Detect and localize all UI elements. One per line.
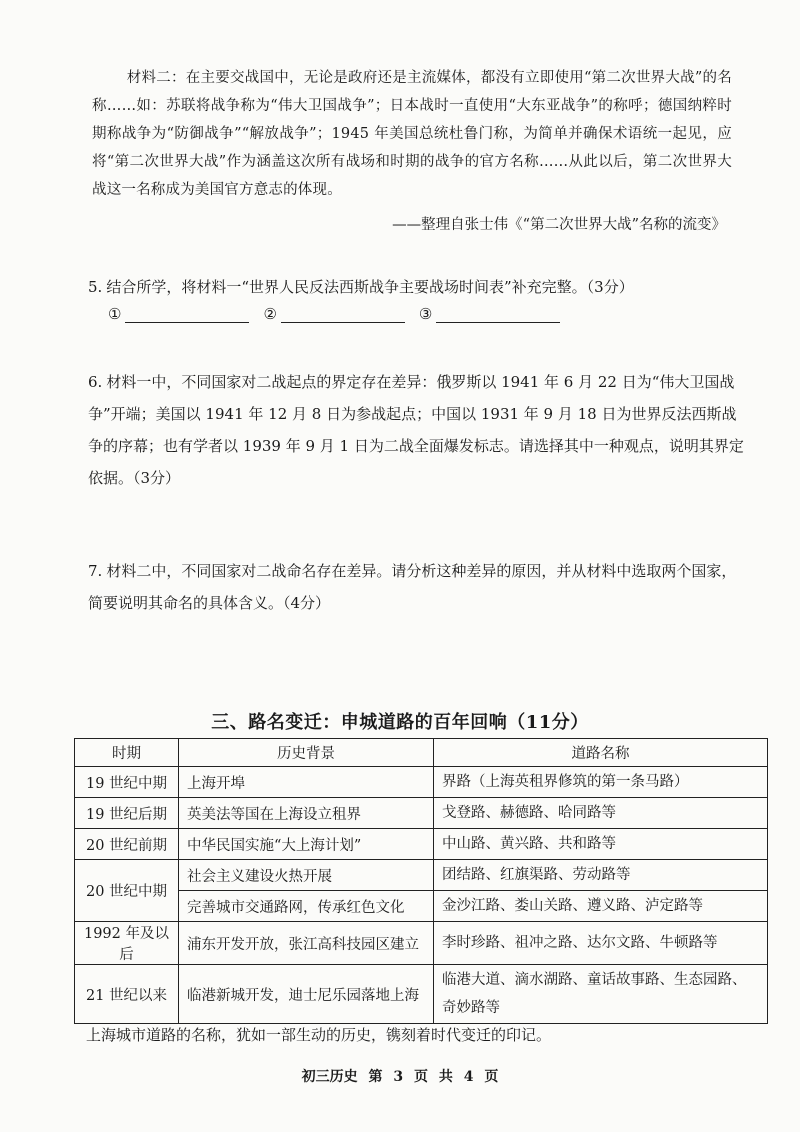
question-6-text: 材料一中，不同国家对二战起点的界定存在差异：俄罗斯以 1941 年 6 月 22 日为“伟大卫国战争”开端；美国以 1941 年 12 月 8 日为参战起点；中国以 1931 年 9 月 18 日为世界反法西斯战争的序幕；也有学者以 1939 年 9 月 1 日为二战全面爆发标志。请选择其中一种观点，说明其界定依据。（3分）	[88, 373, 744, 487]
row-background: 浦东开发开放，张江高科技园区建立	[179, 922, 434, 965]
blank-3-line[interactable]	[436, 304, 560, 323]
page-footer	[0, 1066, 800, 1086]
question-6	[88, 366, 748, 494]
question-5	[88, 271, 738, 303]
material-two-text: 材料二：在主要交战国中，无论是政府还是主流媒体，都没有立即使用“第二次世界大战”的名称……如：苏联将战争称为“伟大卫国战争”；日本战时一直使用“大东亚战争”的称呼；德国纳粹时期称战争为“防御战争”“解放战争”；1945 年美国总统杜鲁门称，为简单并确保术语统一起见，应将“第二次世界大战”作为涵盖这次所有战场和时期的战争的官方名称……从此以后，第二次世界大战这一名称成为美国官方意志的体现。	[92, 70, 732, 198]
question-5-text: 结合所学，将材料一“世界人民反法西斯战争主要战场时间表”补充完整。（3分）	[106, 278, 634, 296]
table-row	[75, 860, 768, 891]
question-5-number: 5.	[88, 278, 103, 296]
row-road-names: 金沙江路、娄山关路、遵义路、泸定路等	[434, 891, 768, 922]
row-road-names: 团结路、红旗渠路、劳动路等	[434, 860, 768, 891]
row-period: 20 世纪中期	[75, 860, 179, 922]
row-background: 完善城市交通路网，传承红色文化	[179, 891, 434, 922]
table-header-row	[75, 739, 768, 767]
table-row	[75, 965, 768, 1024]
answer-blank-2[interactable]	[263, 304, 404, 323]
footer-total-pages: 共 4 页	[438, 1069, 499, 1085]
question-7-text: 材料二中，不同国家对二战命名存在差异。请分析这种差异的原因，并从材料中选取两个国家，简要说明其命名的具体含义。（4分）	[88, 562, 737, 612]
question-7-number: 7.	[88, 562, 103, 580]
row-background: 临港新城开发，迪士尼乐园落地上海	[179, 965, 434, 1024]
header-period: 时期	[75, 739, 179, 767]
section-3-note: 上海城市道路的名称，犹如一部生动的历史，镌刻着时代变迁的印记。	[86, 1026, 552, 1044]
table-row	[75, 767, 768, 798]
answer-blank-1[interactable]	[108, 304, 249, 323]
row-background: 上海开埠	[179, 767, 434, 798]
section-3-title: 三、路名变迁：申城道路的百年回响（11分）	[211, 712, 589, 733]
footer-subject: 初三历史	[301, 1069, 358, 1085]
row-road-names: 临港大道、滴水湖路、童话故事路、生态园路、奇妙路等	[434, 965, 768, 1024]
row-period: 20 世纪前期	[75, 829, 179, 860]
table-row	[75, 891, 768, 922]
row-period: 19 世纪中期	[75, 767, 179, 798]
row-road-names: 界路（上海英租界修筑的第一条马路）	[434, 767, 768, 798]
header-road-names: 道路名称	[434, 739, 768, 767]
material-two	[92, 64, 732, 204]
row-period: 19 世纪后期	[75, 798, 179, 829]
row-background: 中华民国实施“大上海计划”	[179, 829, 434, 860]
row-road-names: 李时珍路、祖冲之路、达尔文路、牛顿路等	[434, 922, 768, 965]
question-7	[88, 555, 748, 619]
answer-blank-3[interactable]	[419, 304, 560, 323]
material-two-source: ——整理自张士伟《“第二次世界大战”名称的流变》	[392, 217, 726, 233]
question-6-number: 6.	[88, 373, 103, 391]
row-road-names: 戈登路、赫德路、哈同路等	[434, 798, 768, 829]
blank-2-line[interactable]	[281, 304, 405, 323]
question-5-blanks	[108, 304, 560, 323]
row-period: 1992 年及以后	[75, 922, 179, 965]
road-names-table	[74, 738, 768, 1024]
table-row	[75, 922, 768, 965]
row-period: 21 世纪以来	[75, 965, 179, 1024]
table-row	[75, 829, 768, 860]
row-road-names: 中山路、黄兴路、共和路等	[434, 829, 768, 860]
blank-2-marker: ②	[263, 305, 277, 323]
blank-3-marker: ③	[418, 305, 433, 323]
table-row	[75, 798, 768, 829]
row-background: 英美法等国在上海设立租界	[179, 798, 434, 829]
footer-page-number: 第 3 页	[368, 1069, 428, 1085]
blank-1-marker: ①	[108, 305, 122, 323]
blank-1-line[interactable]	[125, 304, 249, 323]
header-background: 历史背景	[179, 739, 434, 767]
row-background: 社会主义建设火热开展	[179, 860, 434, 891]
